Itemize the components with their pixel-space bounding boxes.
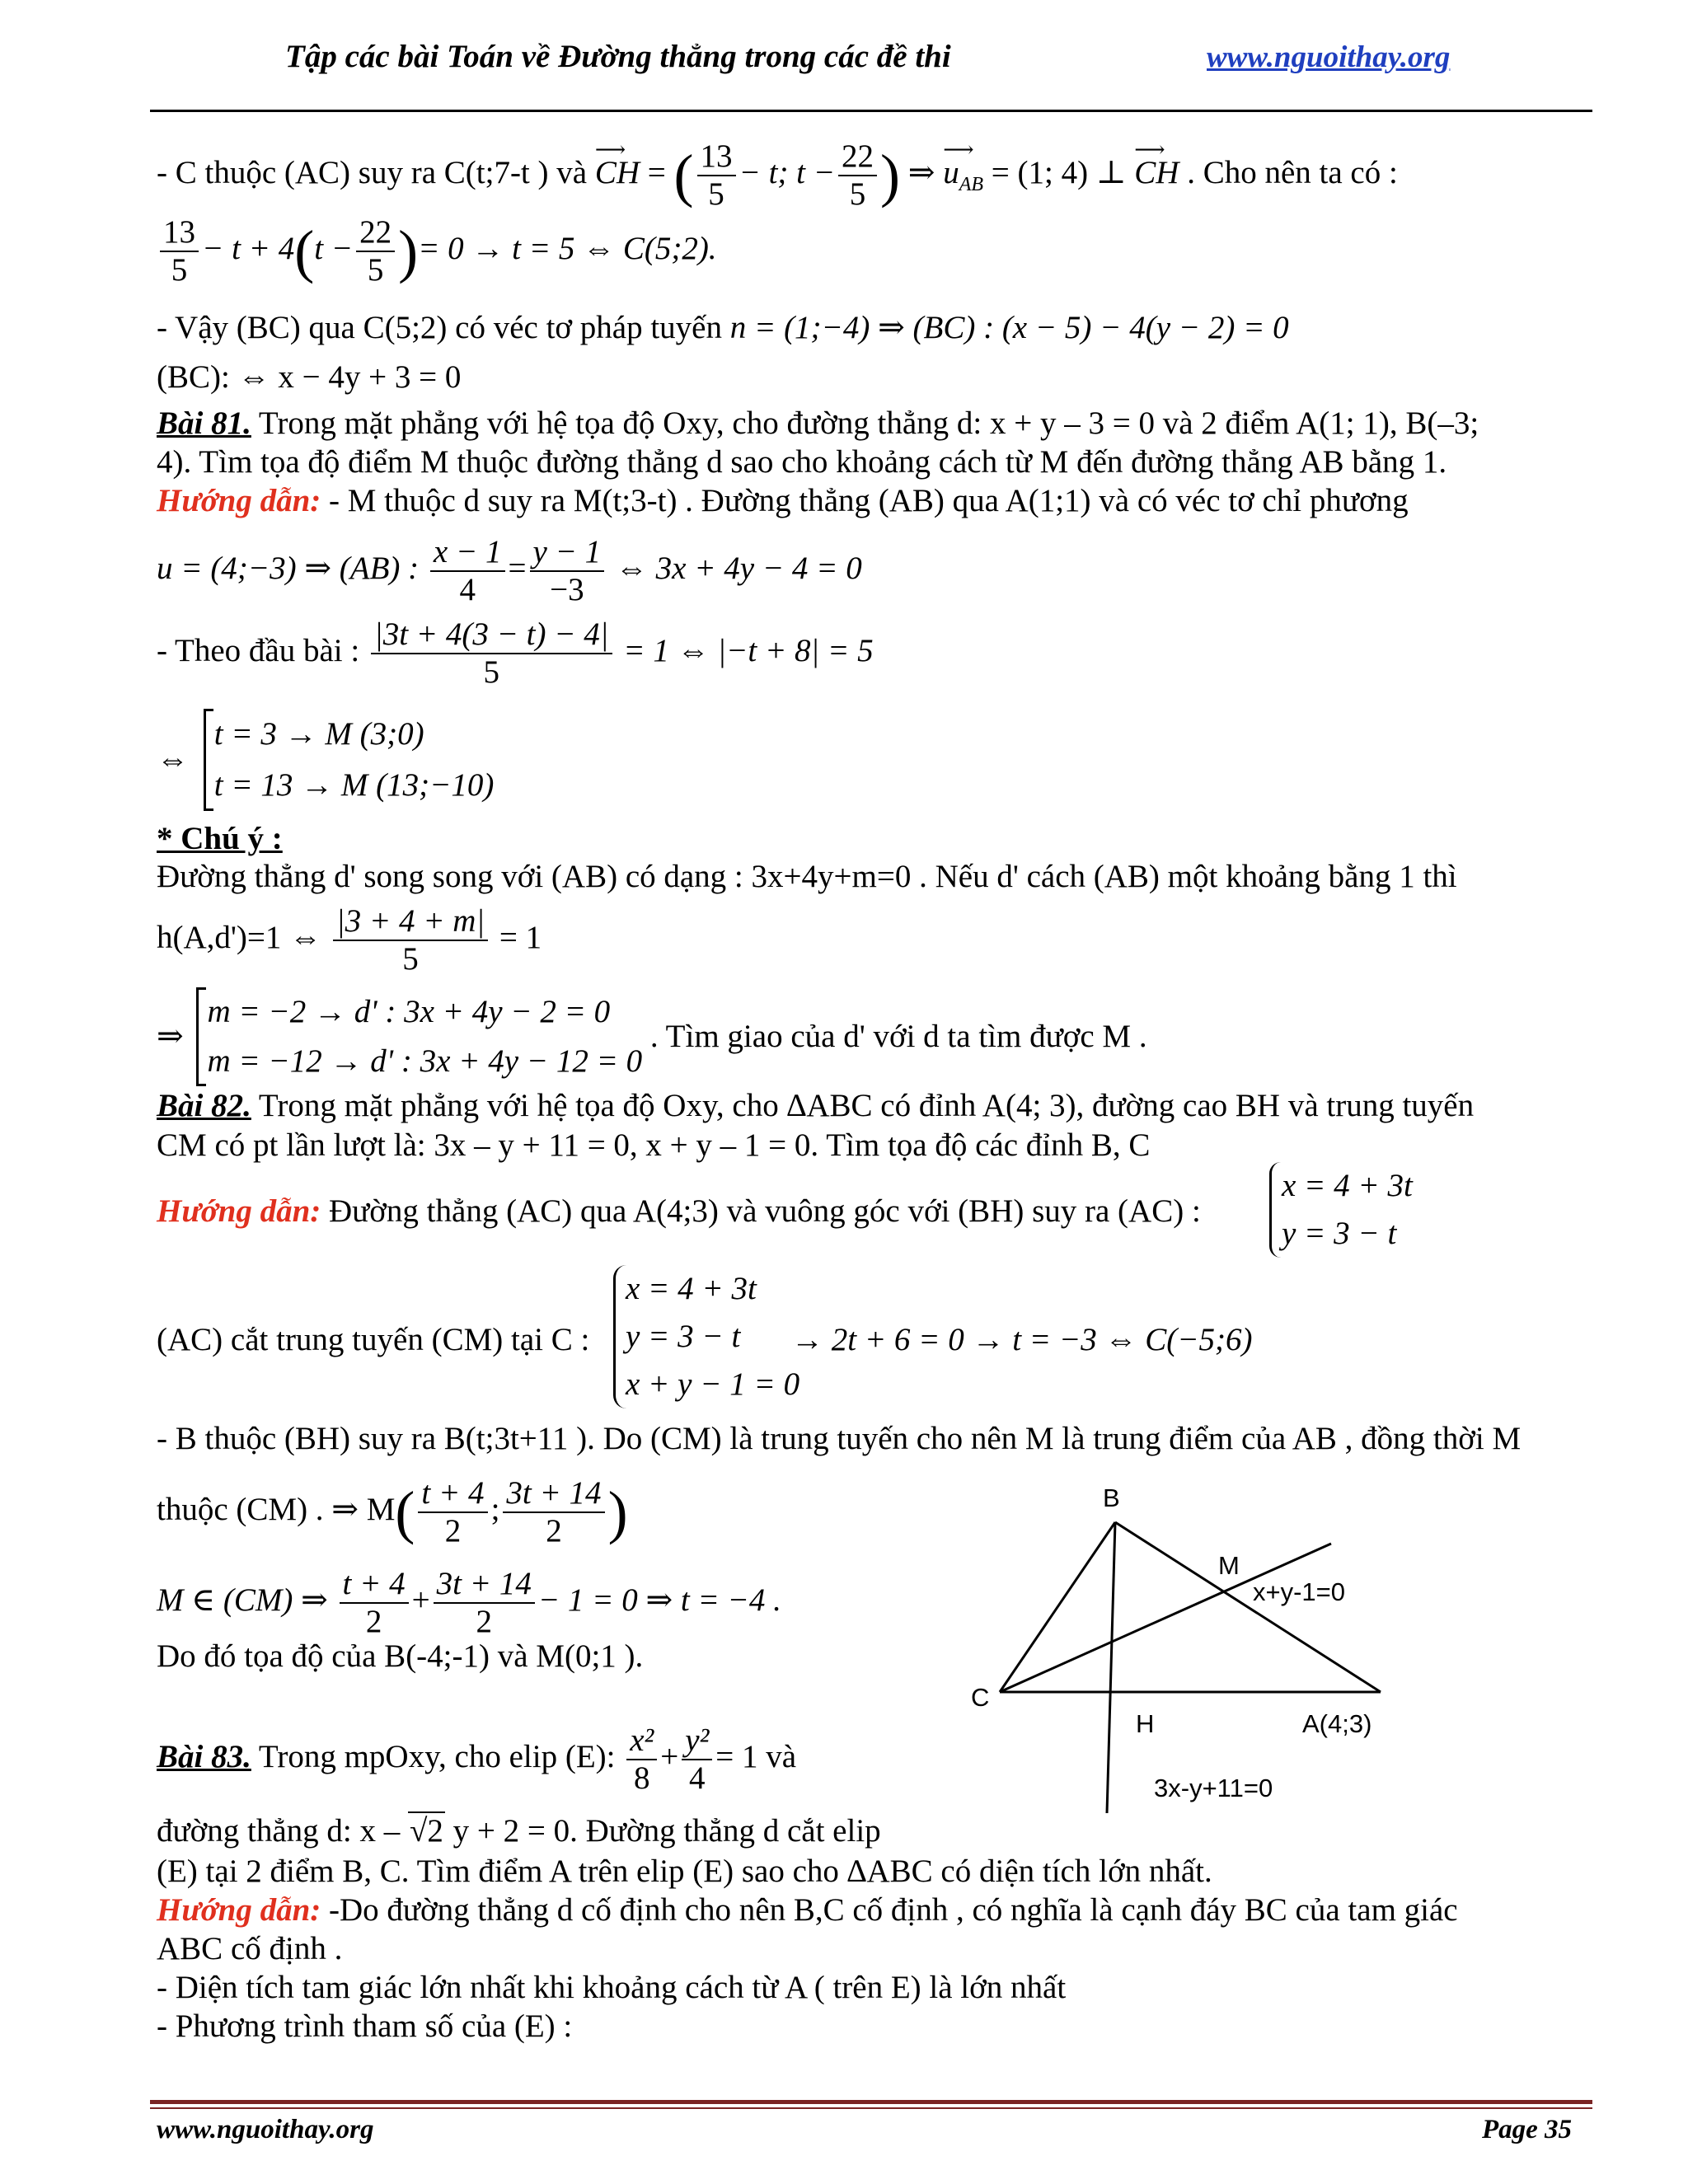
- footer-site[interactable]: www.nguoithay.org: [157, 2115, 374, 2144]
- label-h: H: [1136, 1709, 1155, 1738]
- equation-t5: $\frac{13}{5}$ − t + 4(t − $\frac{22}{5}$ )= 0 → t = 5 ⇔ C(5;2).: [157, 214, 717, 288]
- line-c-thuoc-ac: - C thuộc (AC) suy ra C(t;7-t ) và ⟶ CH = ( $\frac{13}{5}$ − t; t − $\frac{22}{5}$ ) ⇒ ⟶ $u_{AB} = (1$; 4) ⊥ ⟶ CH . Cho nên ta có :: [157, 137, 1398, 212]
- bai-82-m-in-cm: M ∈ (CM) ⇒ $\frac{t + 4}{2}$ + $\frac{3t + 14}{2}$ − 1 = 0 ⇒ t = −4 .: [157, 1566, 781, 1639]
- bai-83-line-3: (E) tại 2 điểm B, C. Tìm điểm A trên elip (E) sao cho ∆ABC có diện tích lớn nhất.: [157, 1854, 1212, 1889]
- footer-rule-thin: [150, 2107, 1592, 2109]
- label-cm-eq: x+y-1=0: [1253, 1577, 1346, 1606]
- bai-82-cut-label: (AC) cắt trung tuyến (CM) tại C :: [157, 1322, 590, 1357]
- bai-82-statement-2: CM có pt lần lượt là: 3x – y + 11 = 0, x + y – 1 = 0. Tìm tọa độ các đỉnh B, C: [157, 1127, 1151, 1163]
- bai-81-statement-2: 4). Tìm tọa độ điểm M thuộc đường thẳng d sao cho khoảng cách từ M đến đường thẳng AB bằng 1.: [157, 444, 1447, 480]
- bai-83-statement: Bài 83. Trong mpOxy, cho elip (E): $\frac{\text{x²}}{8}$ + $\frac{\text{y²}}{4}$ = 1 và: [157, 1722, 797, 1796]
- bai-81-m-solutions: ⇒ m = −2 → d' : 3x + 4y − 2 = 0 m = −12 → d' : 3x + 4y − 12 = 0 . Tìm giao của d' với d ta tìm được M .: [157, 987, 1147, 1086]
- bai-82-conclusion: Do đó tọa độ của B(-4;-1) và M(0;1 ).: [157, 1638, 644, 1674]
- bai-82-m-coords: thuộc (CM) . ⇒ M( $\frac{t + 4}{2}$ ; $\frac{3t + 14}{2}$ ): [157, 1475, 628, 1549]
- bai-82-b-line: - B thuộc (BH) suy ra B(t;3t+11 ). Do (CM) là trung tuyến cho nên M là trung điểm của AB , đồng thời M: [157, 1421, 1522, 1456]
- bai-81-solutions: ⇔ t = 3 → M (3;0) t = 13 → M (13;−10): [157, 709, 494, 811]
- label-a: A(4;3): [1302, 1709, 1372, 1738]
- bai-81-guide: Hướng dẫn: - M thuộc d suy ra M(t;3-t) . Đường thẳng (AB) qua A(1;1) và có véc tơ chỉ phương: [157, 483, 1409, 518]
- bai-81-note-title: * Chú ý :: [157, 821, 283, 856]
- header-link[interactable]: www.nguoithay.org: [1207, 40, 1451, 74]
- bai-83-line-7: - Phương trình tham số của (E) :: [157, 2008, 573, 2044]
- label-bh-eq: 3x-y+11=0: [1154, 1774, 1273, 1802]
- label-b: B: [1103, 1483, 1120, 1512]
- bai-83-line-d: đường thẳng d: x – √2 y + 2 = 0. Đường thẳng d cắt elip: [157, 1813, 881, 1849]
- line-bc-normal: - Vậy (BC) qua C(5;2) có véc tơ pháp tuyến n = (1;−4) ⇒ (BC) : (x − 5) − 4(y − 2) = 0: [157, 310, 1289, 345]
- bai-81-h-distance: h(A,d')=1 ⇔ $\frac{|3 + 4 + m|}{5}$ = 1: [157, 903, 542, 977]
- label-m: M: [1218, 1551, 1240, 1580]
- line-bc-equation: (BC): ⇔ x − 4y + 3 = 0: [157, 359, 462, 395]
- bai-83-line-6: - Diện tích tam giác lớn nhất khi khoảng cách từ A ( trên E) là lớn nhất: [157, 1970, 1067, 2005]
- footer-page-number: Page 35: [1482, 2115, 1573, 2144]
- bai-81-ab-equation: u = (4;−3) ⇒ (AB) : $\frac{x - 1}{4}$ = $\frac{y - 1}{-3}$ ⇔ 3x + 4y − 4 = 0: [157, 534, 862, 607]
- bai-83-guide: Hướng dẫn: -Do đường thẳng d cố định cho nên B,C cố định , có nghĩa là cạnh đáy BC của tam giác: [157, 1892, 1458, 1928]
- bai-82-intersection-system: x = 4 + 3t y = 3 − t x + y − 1 = 0: [613, 1265, 799, 1408]
- header-rule: [150, 110, 1592, 112]
- bai-83-line-5: ABC cố định .: [157, 1931, 343, 1966]
- line-bh: [1107, 1522, 1115, 1813]
- bai-82-statement: Bài 82. Trong mặt phẳng với hệ tọa độ Oxy, cho ∆ABC có đỉnh A(4; 3), đường cao BH và trung tuyến: [157, 1088, 1475, 1123]
- bai-81-statement: Bài 81. Trong mặt phẳng với hệ tọa độ Oxy, cho đường thẳng d: x + y – 3 = 0 và 2 điểm A(1; 1), B(–3;: [157, 405, 1479, 441]
- bai-81-distance: - Theo đầu bài : $\frac{|3t + 4(3 - t) - 4|}{5}$ = 1 ⇔ |−t + 8| = 5: [157, 616, 874, 690]
- footer-rule-thick: [150, 2100, 1592, 2104]
- line-ba: [1115, 1522, 1381, 1692]
- bai-82-ac-system: x = 4 + 3t y = 3 − t: [1269, 1162, 1413, 1258]
- label-c: C: [971, 1683, 990, 1712]
- bai-82-guide: Hướng dẫn: Đường thẳng (AC) qua A(4;3) và vuông góc với (BH) suy ra (AC) :: [157, 1193, 1201, 1229]
- bai-82-c-result: → 2t + 6 = 0 → t = −3 ⇔ C(−5;6): [791, 1322, 1253, 1357]
- header-title: Tập các bài Toán về Đường thẳng trong các đề thi: [285, 39, 951, 74]
- triangle-diagram: [971, 1467, 1409, 1830]
- bai-81-note-text: Đường thẳng d' song song với (AB) có dạng : 3x+4y+m=0 . Nếu d' cách (AB) một khoảng bằng 1 thì: [157, 859, 1457, 894]
